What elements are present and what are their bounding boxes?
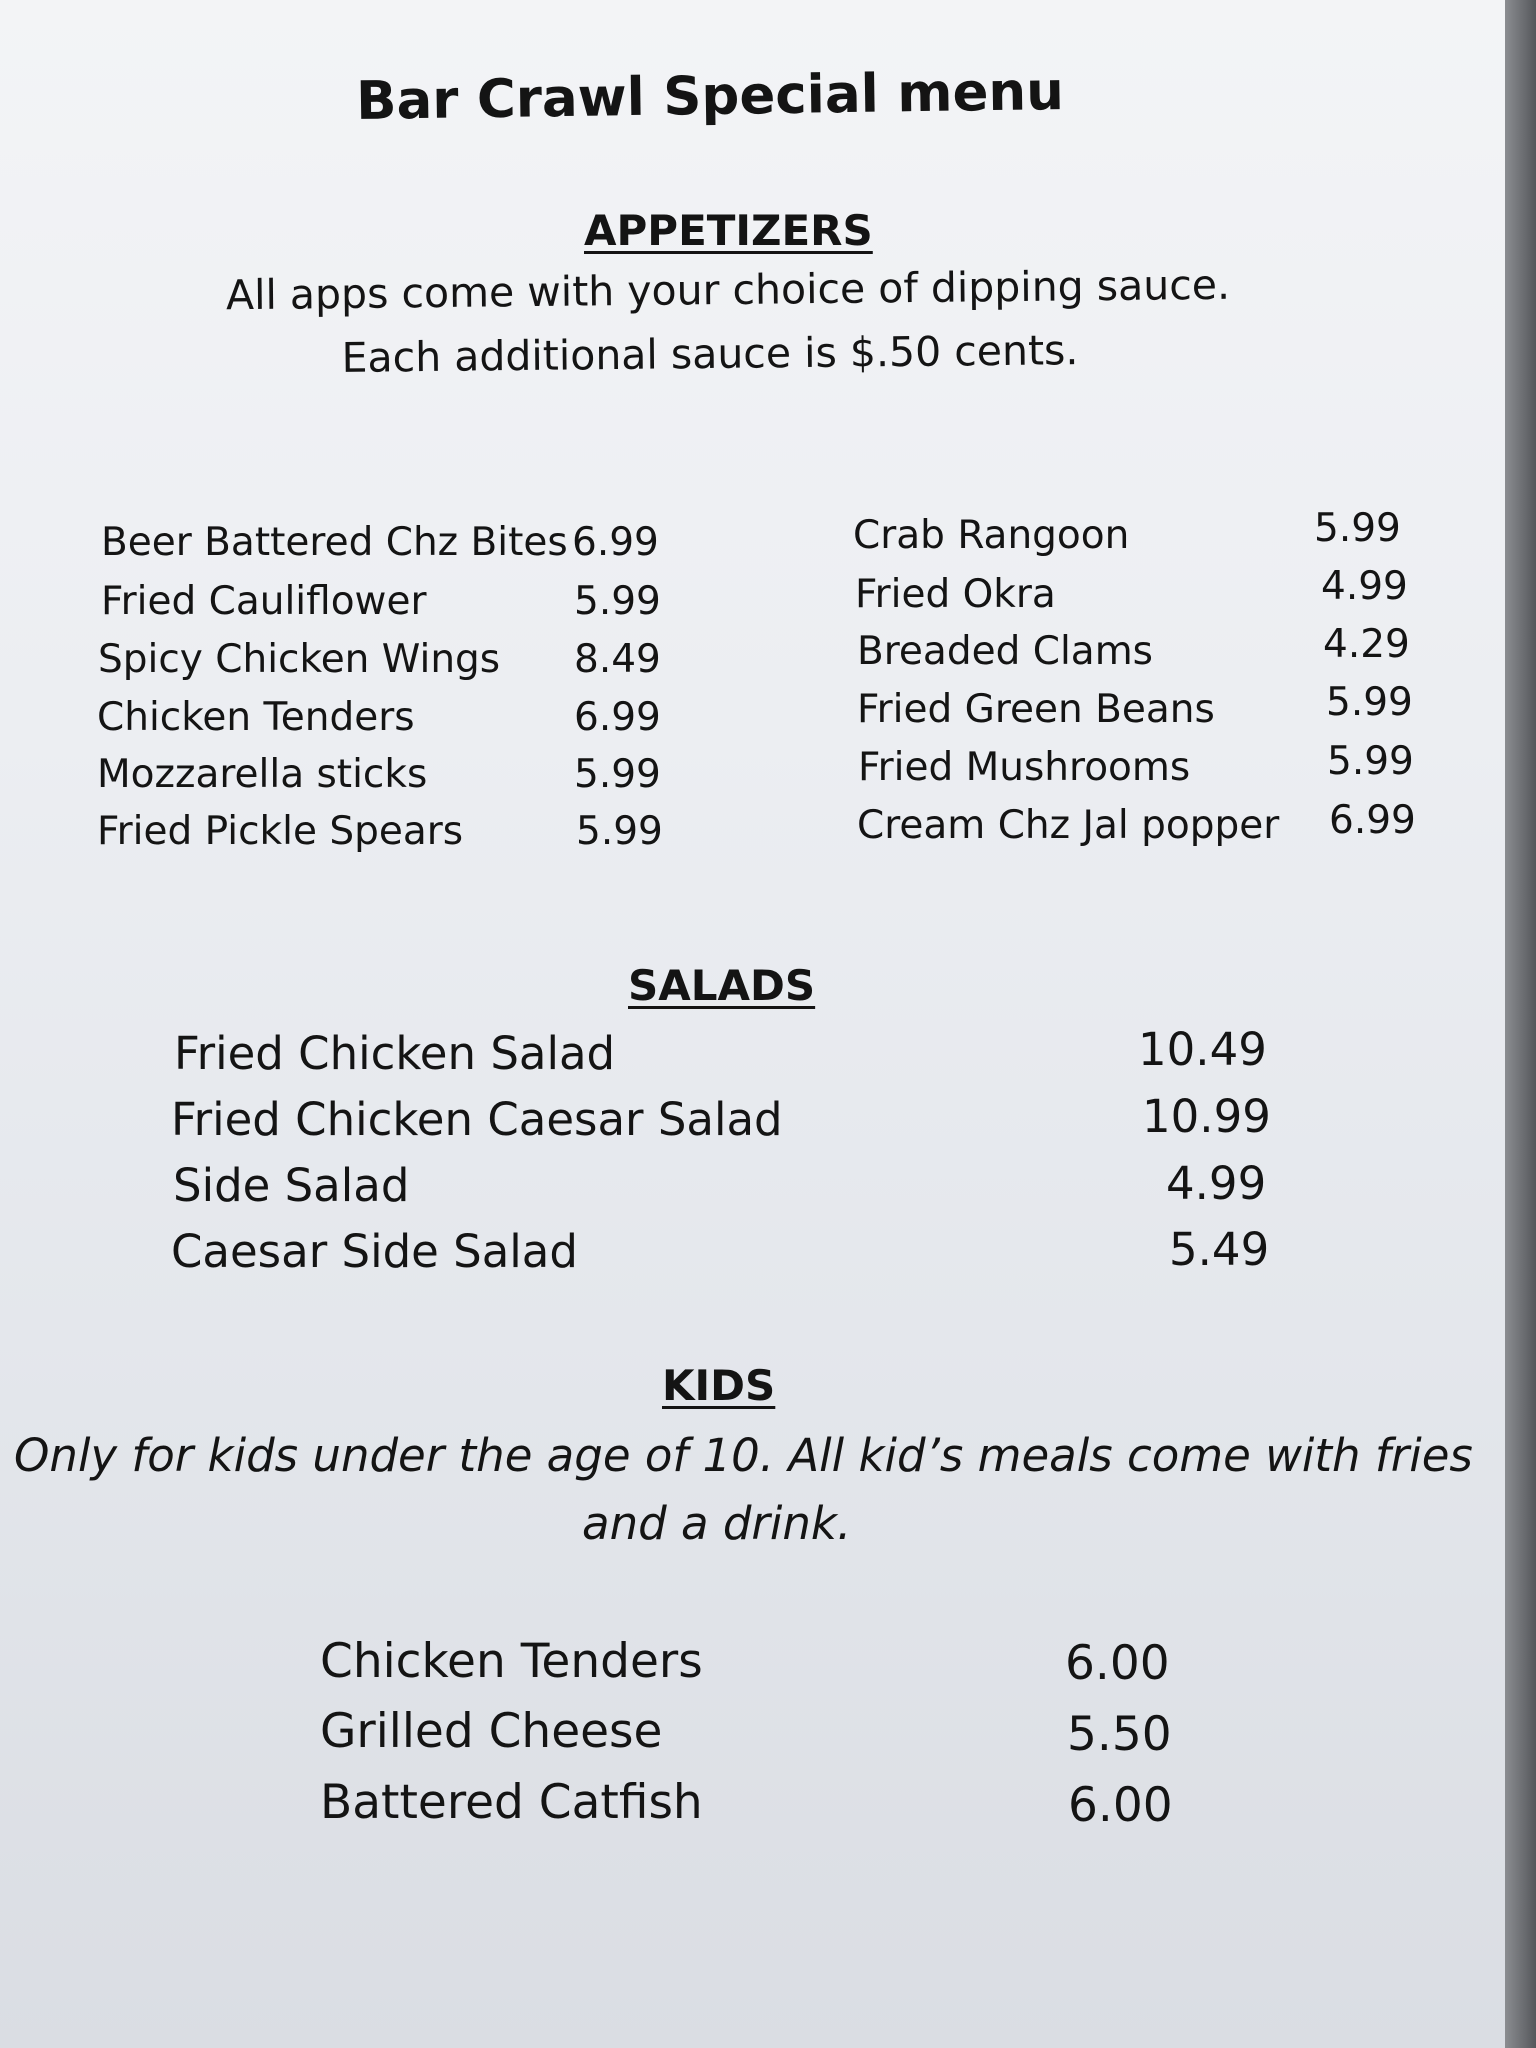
appetizer-price: 5.99 <box>574 579 661 624</box>
menu-title: Bar Crawl Special menu <box>355 61 1065 132</box>
appetizer-price: 5.99 <box>576 809 663 854</box>
salad-name: Side Salad <box>173 1159 410 1212</box>
appetizer-price: 6.99 <box>572 520 659 565</box>
appetizer-name: Chicken Tenders <box>97 695 415 740</box>
kids-item-name: Battered Catfish <box>320 1775 703 1830</box>
appetizer-name: Breaded Clams <box>857 629 1154 674</box>
table-edge <box>1505 0 1536 2048</box>
salads-heading: SALADS <box>628 961 816 1010</box>
salad-name: Fried Chicken Caesar Salad <box>171 1093 783 1146</box>
salad-price: 10.99 <box>1142 1090 1271 1143</box>
appetizers-note-line2: Each additional sauce is $.50 cents. <box>341 326 1079 382</box>
appetizer-price: 4.29 <box>1323 622 1410 667</box>
appetizer-name: Beer Battered Chz Bites <box>101 520 568 565</box>
appetizer-price: 5.99 <box>1326 680 1413 725</box>
appetizer-name: Crab Rangoon <box>853 513 1130 558</box>
appetizer-name: Fried Mushrooms <box>858 745 1191 790</box>
appetizer-name: Fried Green Beans <box>857 687 1215 732</box>
appetizer-name: Spicy Chicken Wings <box>98 637 501 682</box>
appetizers-heading: APPETIZERS <box>584 206 873 255</box>
kids-heading: KIDS <box>662 1361 776 1410</box>
appetizer-name: Mozzarella sticks <box>97 752 428 797</box>
salad-price: 5.49 <box>1169 1223 1270 1276</box>
kids-item-price: 6.00 <box>1065 1636 1170 1691</box>
appetizer-price: 6.99 <box>1329 798 1416 843</box>
appetizer-price: 5.99 <box>1327 739 1414 784</box>
kids-item-price: 5.50 <box>1067 1707 1172 1762</box>
appetizer-name: Fried Okra <box>855 572 1056 617</box>
appetizer-price: 6.99 <box>574 695 661 740</box>
salad-name: Fried Chicken Salad <box>174 1027 616 1080</box>
appetizers-note-line1: All apps come with your choice of dipping sauce. <box>225 260 1231 320</box>
appetizer-name: Cream Chz Jal popper <box>857 803 1280 848</box>
appetizer-name: Fried Cauliflower <box>101 579 427 624</box>
appetizer-price: 8.49 <box>574 637 661 682</box>
salad-price: 10.49 <box>1138 1023 1267 1076</box>
appetizer-name: Fried Pickle Spears <box>97 809 464 854</box>
salad-price: 4.99 <box>1166 1157 1267 1210</box>
appetizer-price: 5.99 <box>574 752 661 797</box>
kids-item-name: Grilled Cheese <box>320 1704 663 1759</box>
kids-item-price: 6.00 <box>1068 1778 1173 1833</box>
kids-note-line2: and a drink. <box>582 1497 852 1550</box>
kids-note-line1: Only for kids under the age of 10. All kid’s meals come with fries <box>14 1429 1473 1482</box>
kids-item-name: Chicken Tenders <box>320 1634 703 1689</box>
appetizer-price: 4.99 <box>1321 564 1408 609</box>
salad-name: Caesar Side Salad <box>171 1225 578 1278</box>
appetizer-price: 5.99 <box>1314 506 1401 551</box>
